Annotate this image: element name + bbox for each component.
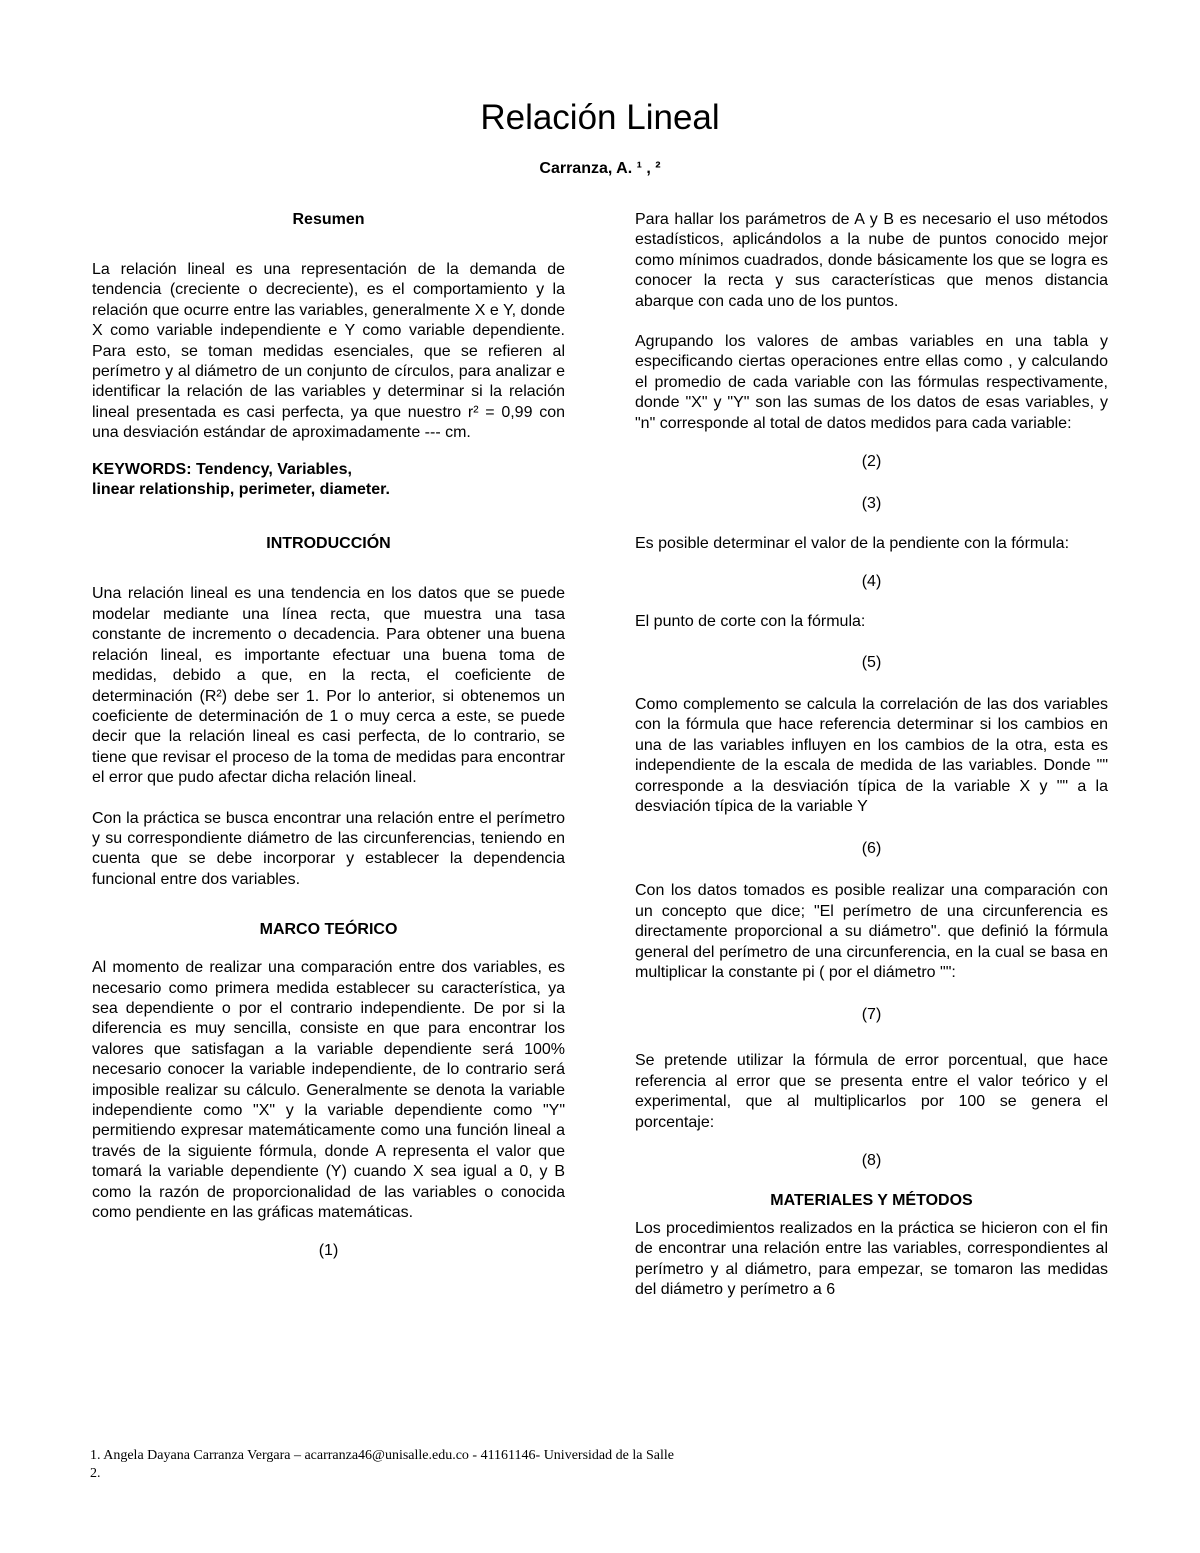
equation-6-label: (6) (861, 840, 882, 858)
equation-8-label: (8) (861, 1151, 882, 1169)
equation-2-label: (2) (861, 453, 882, 471)
footnote-2: 2. (90, 1466, 101, 1481)
left-column (92, 210, 565, 1261)
equation-4-label: (4) (861, 573, 882, 591)
author-line: Carranza, A. ¹ , ² (539, 160, 661, 177)
right-column (635, 210, 1108, 1321)
abstract-text: La relación lineal es una representación de la demanda de tendencia (creciente o decreciente), es el comportamiento y la relación que ocurre entre las variables, generalmente X e Y, donde X como variable independiente e Y como variable dependiente. Para esto, se toman medidas esenciales, que se refieren al perímetro y al diámetro de un conjunto de círculos, para analizar e identificar la relación de las variables y determinar si la relación lineal presentada es casi perfecta, ya que nuestro r² = 0,99 con una desviación estándar de aproximadamente --- cm. (92, 261, 565, 442)
right-paragraph-3: Es posible determinar el valor de la pendiente con la fórmula: (635, 535, 1070, 553)
abstract-heading: Resumen (292, 211, 365, 228)
theory-heading: MARCO TEÓRICO (259, 921, 398, 939)
theory-paragraph-1: Al momento de realizar una comparación entre dos variables, es necesario como primera medida establecer su característica, ya sea dependiente o por el contrario independiente. De por si la diferencia es muy sencilla, consiste en que para encontrar los valores que satisfagan a la variable dependiente será 100% necesario conocer la variable independiente, de lo contrario será imposible realizar su cálculo. Generalmente se denota la variable independiente como "X" y la variable dependiente como "Y" permitiendo expresar matemáticamente como una función lineal a través de la siguiente fórmula, donde A representa el valor que tomará la variable dependiente (Y) cuando X sea igual a 0, y B como la razón de proporcionalidad de las variables o conocida como pendiente en las gráficas matemáticas. (92, 959, 565, 1222)
methods-heading: MATERIALES Y MÉTODOS (770, 1191, 973, 1209)
right-paragraph-7: Se pretende utilizar la fórmula de error porcentual, que hace referencia al error que se presenta entre el valor teórico y el experimental, que al multiplicarlos por 100 se genera el porcentaje: (635, 1052, 1108, 1131)
equation-7-label: (7) (861, 1006, 882, 1024)
intro-paragraph-2: Con la práctica se busca encontrar una relación entre el perímetro y su correspondiente diámetro de las circunferencias, teniendo en cuenta que se debe incorporar y establecer la dependencia funcional entre dos variables. (92, 809, 565, 888)
footnotes (90, 1447, 674, 1483)
right-paragraph-5: Como complemento se calcula la correlación de las dos variables con la fórmula que hace referencia determinar si los cambios en una de las variables influyen en los cambios de la otra, esta es independiente de la escala de medida de las variables. Donde "" corresponde a la desviación típica de la variable X y "" a la desviación típica de la variable Y (635, 695, 1108, 815)
equation-5-label: (5) (861, 653, 882, 671)
keywords-line-1: KEYWORDS: Tendency, Variables, (92, 460, 352, 478)
right-paragraph-8: Los procedimientos realizados en la práctica se hicieron con el fin de encontrar una relación entre las variables, correspondientes al perímetro y al diámetro, para empezar, se tomaron las medidas del diámetro y perímetro a 6 (635, 1219, 1108, 1299)
paper-title: Relación Lineal (480, 98, 720, 137)
right-paragraph-6: Con los datos tomados es posible realizar una comparación con un concepto que dice; "El perímetro de una circunferencia es directamente proporcional a su diámetro". que definió la fórmula general del perímetro de una circunferencia, en la cual se basa en multiplicar la constante pi ( por el diámetro "": (635, 882, 1108, 981)
right-paragraph-1: Para hallar los parámetros de A y B es necesario el uso métodos estadísticos, aplicándolos a la nube de puntos conocido mejor como mínimos cuadrados, donde básicamente los que se logra es conocer la recta y sus características que menos distancia abarque con cada uno de los puntos. (635, 211, 1108, 310)
footnote-1: 1. Angela Dayana Carranza Vergara – acarranza46@unisalle.edu.co - 41161146- Universidad de la Salle (90, 1448, 674, 1463)
equation-1-label: (1) (318, 1242, 339, 1260)
intro-paragraph-1: Una relación lineal es una tendencia en los datos que se puede modelar mediante una línea recta, que muestra una tasa constante de incremento o decadencia. Para obtener una buena relación lineal, es importante efectuar una buena toma de medidas, debido a que, en la recta, el coeficiente de determinación (R²) debe ser 1. Por lo anterior, si obtenemos un coeficiente de determinación de 1 o muy cerca a este, se puede decir que la relación lineal es casi perfecta, de lo contrario, se tiene que revisar el proceso de la toma de medidas para encontrar el error que pudo afectar dicha relación lineal. (92, 585, 565, 787)
keywords-line-2: linear relationship, perimeter, diameter. (92, 481, 390, 499)
intro-heading: INTRODUCCIÓN (266, 535, 391, 553)
equation-3-label: (3) (861, 495, 882, 513)
right-paragraph-4: El punto de corte con la fórmula: (635, 613, 866, 631)
right-paragraph-2: Agrupando los valores de ambas variables en una tabla y especificando ciertas operaciones entre ellas como , y calculando el promedio de cada variable con las fórmulas respectivamente, donde "X" y "Y" son las sumas de los datos de esas variables, y "n" corresponde al total de datos medidos para cada variable: (635, 333, 1108, 432)
